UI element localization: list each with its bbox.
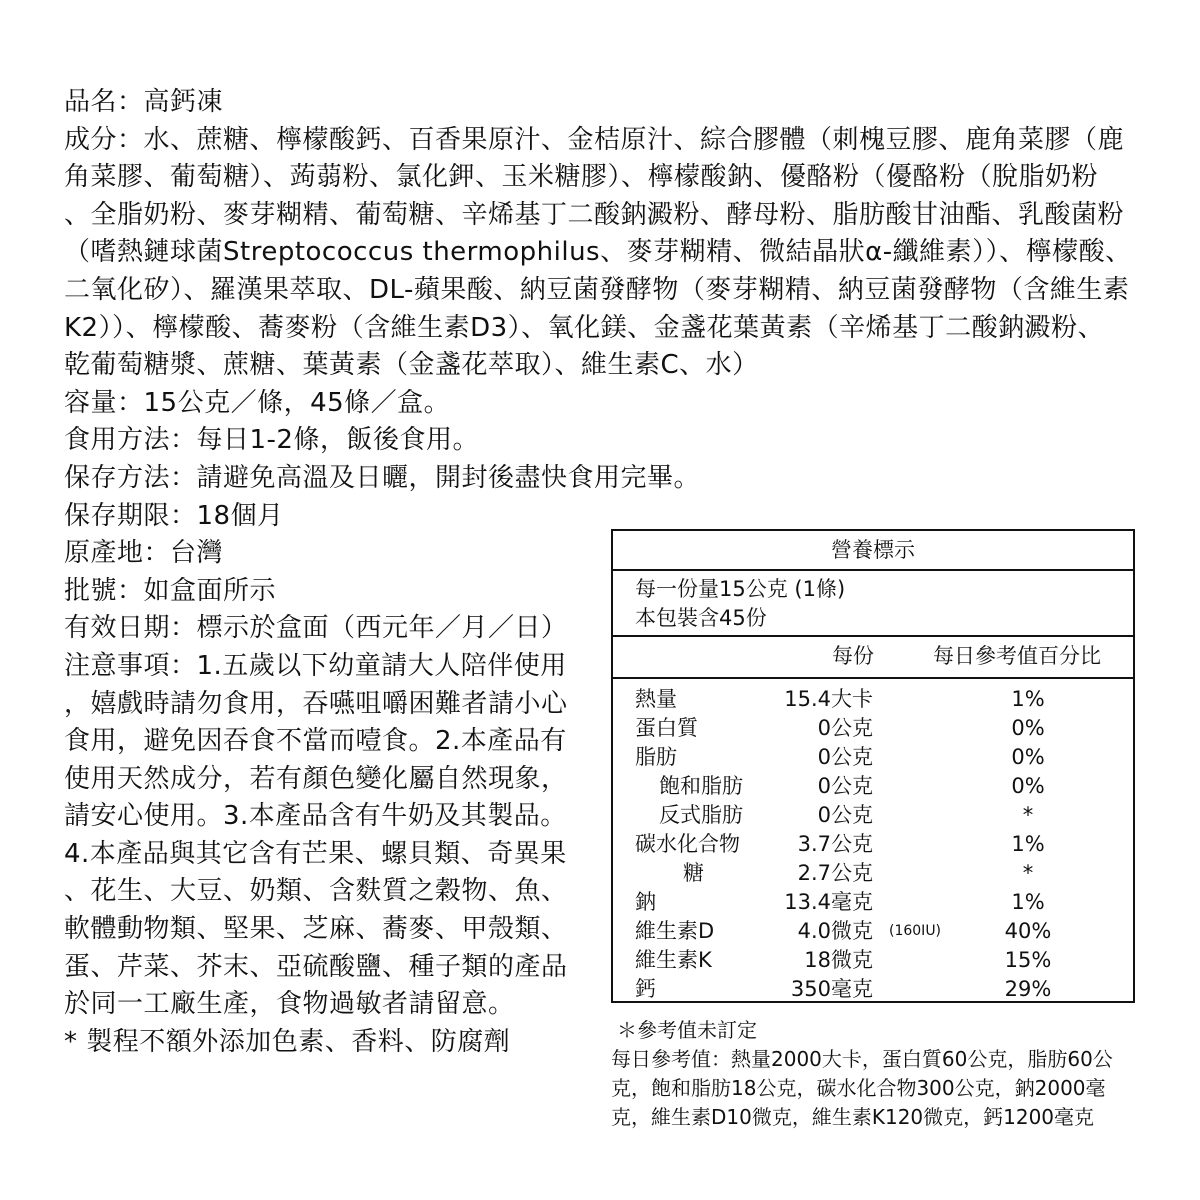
nutrient-value: 0公克 [817,774,873,798]
col-per-serving: 每份 [832,644,874,668]
nutrient-name: 飽和脂肪 [659,774,743,798]
nutrient-dv: 15% [1004,948,1052,972]
nutrient-iu: (160IU) [889,923,942,939]
nutrition-header [613,637,1133,679]
storage-line: 保存方法：請避免高溫及日曬，開封後盡快食用完畢。 [64,462,701,493]
nutrient-dv: * [1022,803,1034,827]
nutrient-dv: 0% [1011,716,1045,740]
nutrient-row [613,859,1133,888]
ingredients-line: 成分：水、蔗糖、檸檬酸鈣、百香果原汁、金桔原汁、綜合膠體（刺槐豆膠、鹿角菜膠（鹿 [64,124,1125,155]
notes-line: 蛋、芹菜、芥末、亞硫酸鹽、種子類的產品 [64,951,568,982]
nutrient-name: 維生素K [635,948,712,972]
nutrition-title: 營養標示 [613,531,1133,571]
nutrient-dv: 1% [1011,687,1045,711]
nutrient-dv: * [1022,861,1034,885]
nutrient-value: 4.0微克 [797,919,873,943]
nutrition-table [611,529,1135,1003]
nutrient-row [613,801,1133,830]
notes-line: 於同一工廠生產，食物過敏者請留意。 [64,989,515,1020]
notes-line: 使用天然成分，若有顏色變化屬自然現象， [64,763,568,794]
shelf-life-line: 保存期限：18個月 [64,500,284,531]
ingredients-line: 乾葡萄糖漿、蔗糖、葉黃素（金盞花萃取）、維生素C、水） [64,350,759,381]
nutrient-value: 15.4大卡 [784,687,873,711]
ingredients-line: 二氧化矽）、羅漢果萃取、DL-蘋果酸、納豆菌發酵物（麥芽糊精、納豆菌發酵物（含維生素 [64,274,1130,305]
nutrient-row [613,714,1133,743]
nutrient-value: 0公克 [817,716,873,740]
ingredients-line: （嗜熱鏈球菌Streptococcus thermophilus、麥芽糊精、微結晶狀α-纖維素））、檸檬酸、 [64,237,1132,268]
usage-line: 食用方法：每日1-2條，飯後食用。 [64,425,479,456]
product-name-line: 品名：高鈣凍 [64,87,224,117]
origin-line: 原產地：台灣 [64,538,224,569]
daily-reference-line: 克，飽和脂肪18公克，碳水化合物300公克，鈉2000毫 [611,1076,1106,1100]
expiry-line: 有效日期：標示於盒面（西元年／月／日） [64,613,568,644]
serving-size: 每一份量15公克 (1條) [635,577,846,601]
nutrient-name: 碳水化合物 [635,832,740,856]
nutrition-rows [613,679,1133,1004]
daily-reference-line: 克，維生素D10微克，維生素K120微克，鈣1200毫克 [611,1105,1095,1129]
notes-line: 請安心使用。3.本產品含有牛奶及其製品。 [64,801,567,832]
nutrient-dv: 29% [1004,977,1052,1001]
ingredients-line: K2））、檸檬酸、蕎麥粉（含維生素D3）、氧化鎂、金盞花葉黃素（辛烯基丁二酸鈉澱粉、 [64,312,1105,343]
nutrient-name: 糖 [683,861,704,885]
notes-line: 食用，避免因吞食不當而噎食。2.本產品有 [64,726,567,757]
notes-line: 軟體動物類、堅果、芝麻、蕎麥、甲殼類、 [64,914,568,945]
nutrient-row [613,685,1133,714]
volume-line: 容量：15公克／條，45條／盒。 [64,387,451,418]
nutrient-row [613,888,1133,917]
nutrient-row [613,946,1133,975]
nutrient-name: 脂肪 [635,745,677,769]
nutrient-name: 鈣 [635,977,656,1001]
notes-line: 4.本產品與其它含有芒果、螺貝類、奇異果 [64,838,567,869]
nutrient-name: 反式脂肪 [659,803,743,827]
nutrient-dv: 40% [1004,919,1052,943]
nutrition-footnote [611,1016,1151,1132]
nutrient-name: 熱量 [635,687,677,711]
additive-note: * 製程不額外添加色素、香料、防腐劑 [64,1026,511,1057]
notes-line: ，嬉戲時請勿食用，吞嚥咀嚼困難者請小心 [64,688,568,719]
nutrient-row [613,975,1133,1004]
nutrient-value: 0公克 [817,745,873,769]
nutrient-row [613,830,1133,859]
ingredients-line: 角菜膠、葡萄糖）、蒟蒻粉、氯化鉀、玉米糖膠）、檸檬酸鈉、優酪粉（優酪粉（脫脂奶粉 [64,162,1099,193]
nutrient-row [613,917,1133,946]
nutrient-value: 2.7公克 [797,861,873,885]
nutrient-dv: 1% [1011,832,1045,856]
nutrient-name: 蛋白質 [635,716,698,740]
reference-not-set-note: ＊參考值未訂定 [617,1018,757,1042]
nutrient-dv: 1% [1011,890,1045,914]
nutrient-value: 0公克 [817,803,873,827]
nutrient-value: 3.7公克 [797,832,873,856]
nutrient-value: 350毫克 [790,977,873,1001]
nutrient-row [613,772,1133,801]
servings-per-package: 本包裝含45份 [635,606,767,630]
notes-line: 注意事項：1.五歲以下幼童請大人陪伴使用 [64,650,567,681]
col-daily-value: 每日參考值百分比 [933,644,1101,668]
batch-line: 批號：如盒面所示 [64,575,277,606]
nutrient-row [613,743,1133,772]
ingredients-line: 、全脂奶粉、麥芽糊精、葡萄糖、辛烯基丁二酸鈉澱粉、酵母粉、脂肪酸甘油酯、乳酸菌粉 [64,199,1125,230]
nutrient-value: 18微克 [804,948,873,972]
daily-reference-line: 每日參考值：熱量2000大卡，蛋白質60公克，脂肪60公 [611,1047,1113,1071]
notes-line: 、花生、大豆、奶類、含麩質之穀物、魚、 [64,876,568,907]
nutrient-dv: 0% [1011,774,1045,798]
nutrient-name: 鈉 [635,890,656,914]
serving-info [613,571,1133,637]
nutrient-name: 維生素D [635,919,715,943]
nutrient-dv: 0% [1011,745,1045,769]
nutrient-value: 13.4毫克 [784,890,873,914]
